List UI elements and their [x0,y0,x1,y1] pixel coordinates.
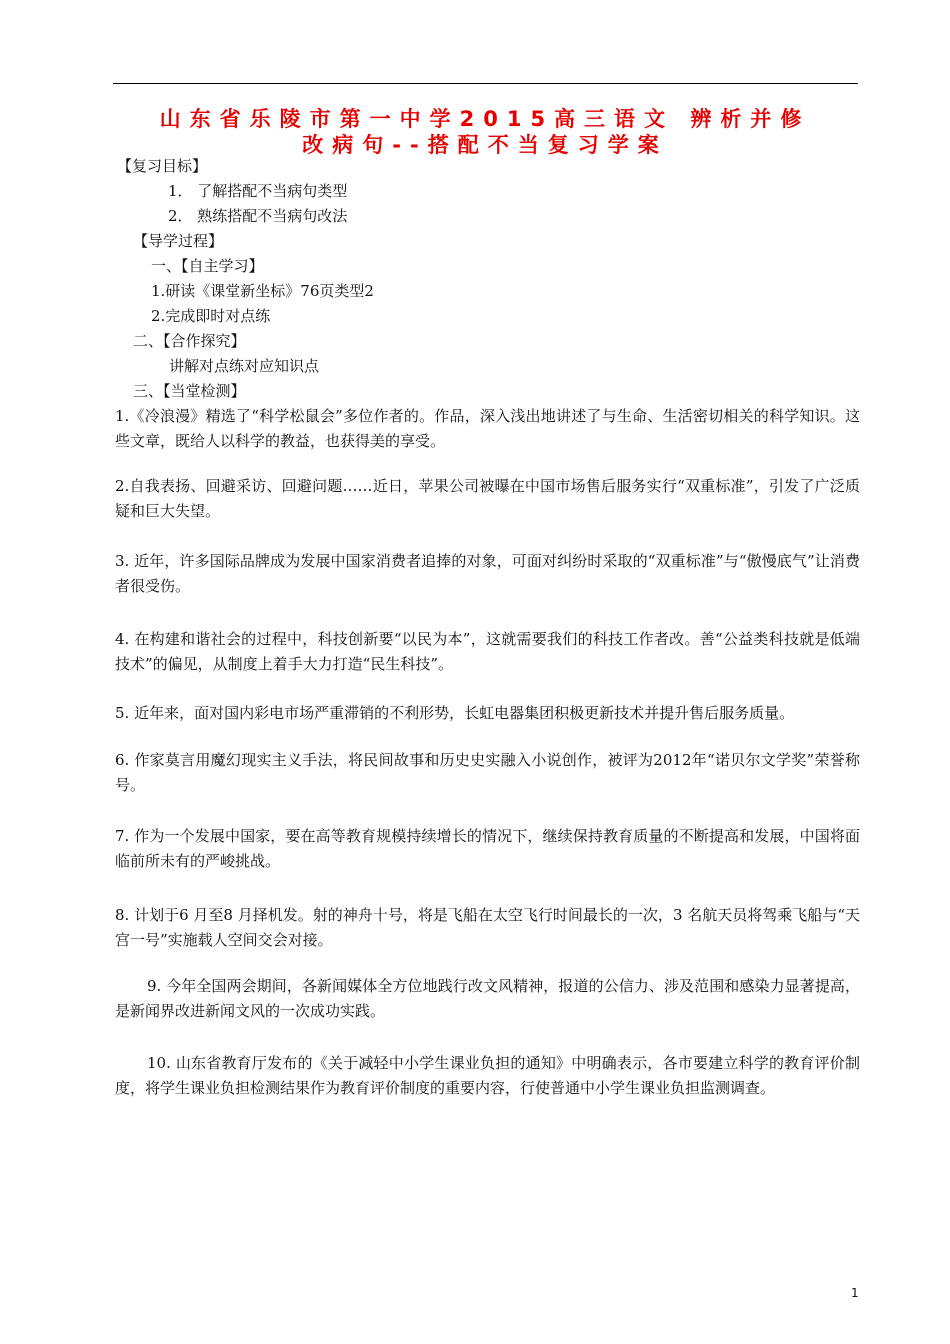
review-goal-item: 2． 熟练搭配不当病句改法 [168,207,348,225]
section-2-heading: 二、【合作探究】 [133,332,246,350]
section-1-item: 2.完成即时对点练 [151,307,271,325]
question-item: 7. 作为一个发展中国家，要在高等教育规模持续增长的情况下，继续保持教育质量的不断提高和发展，中国将面临前所未有的严峻挑战。 [115,827,860,870]
section-3-heading: 三、【当堂检测】 [133,382,246,400]
question-item: 6. 作家莫言用魔幻现实主义手法，将民间故事和历史史实融入小说创作，被评为2012年“诺贝尔文学奖”荣誉称号。 [115,751,860,794]
guide-heading: 【导学过程】 [133,232,224,250]
header-rule [113,83,858,84]
question-item: 10. 山东省教育厅发布的《关于减轻中小学生课业负担的通知》中明确表示，各市要建立科学的教育评价制度，将学生课业负担检测结果作为教育评价制度的重要内容，行使普通中小学生课业负担监测调查。 [115,1054,860,1097]
review-goals-heading: 【复习目标】 [117,157,208,175]
review-goal-item: 1． 了解搭配不当病句类型 [168,182,348,200]
section-1-item: 1.研读《课堂新坐标》76页类型2 [151,282,374,300]
question-item: 1.《冷浪漫》精选了“科学松鼠会”多位作者的。作品，深入浅出地讲述了与生命、生活密切相关的科学知识。这些文章，既给人以科学的教益，也获得美的享受。 [115,407,860,450]
question-item: 9. 今年全国两会期间，各新闻媒体全方位地践行改文风精神，报道的公信力、涉及范围和感染力显著提高，是新闻界改进新闻文风的一次成功实践。 [115,977,860,1020]
question-item: 4. 在构建和谐社会的过程中，科技创新要“以民为本”，这就需要我们的科技工作者改。善“公益类科技就是低端技术”的偏见，从制度上着手大力打造“民生科技”。 [115,630,860,673]
question-item: 2.自我表扬、回避采访、回避问题……近日，苹果公司被曝在中国市场售后服务实行“双重标准”，引发了广泛质疑和巨大失望。 [115,477,860,520]
document-title-line-1: 山东省乐陵市第一中学2015高三语文 辨析并修 [159,107,811,131]
section-2-text: 讲解对点练对应知识点 [169,357,320,375]
document-title-line-2: 改病句--搭配不当复习学案 [302,133,668,157]
page-number: 1 [851,1286,859,1300]
question-item: 8. 计划于6 月至8 月择机发。射的神舟十号，将是飞船在太空飞行时间最长的一次，3 名航天员将驾乘飞船与“天宫一号”实施载人空间交会对接。 [115,906,860,949]
question-item: 3. 近年，许多国际品牌成为发展中国家消费者追捧的对象，可面对纠纷时采取的“双重标准”与“傲慢底气”让消费者很受伤。 [115,552,860,595]
question-item: 5. 近年来，面对国内彩电市场严重滞销的不利形势，长虹电器集团积极更新技术并提升售后服务质量。 [115,704,795,722]
section-1-heading: 一、【自主学习】 [151,257,264,275]
